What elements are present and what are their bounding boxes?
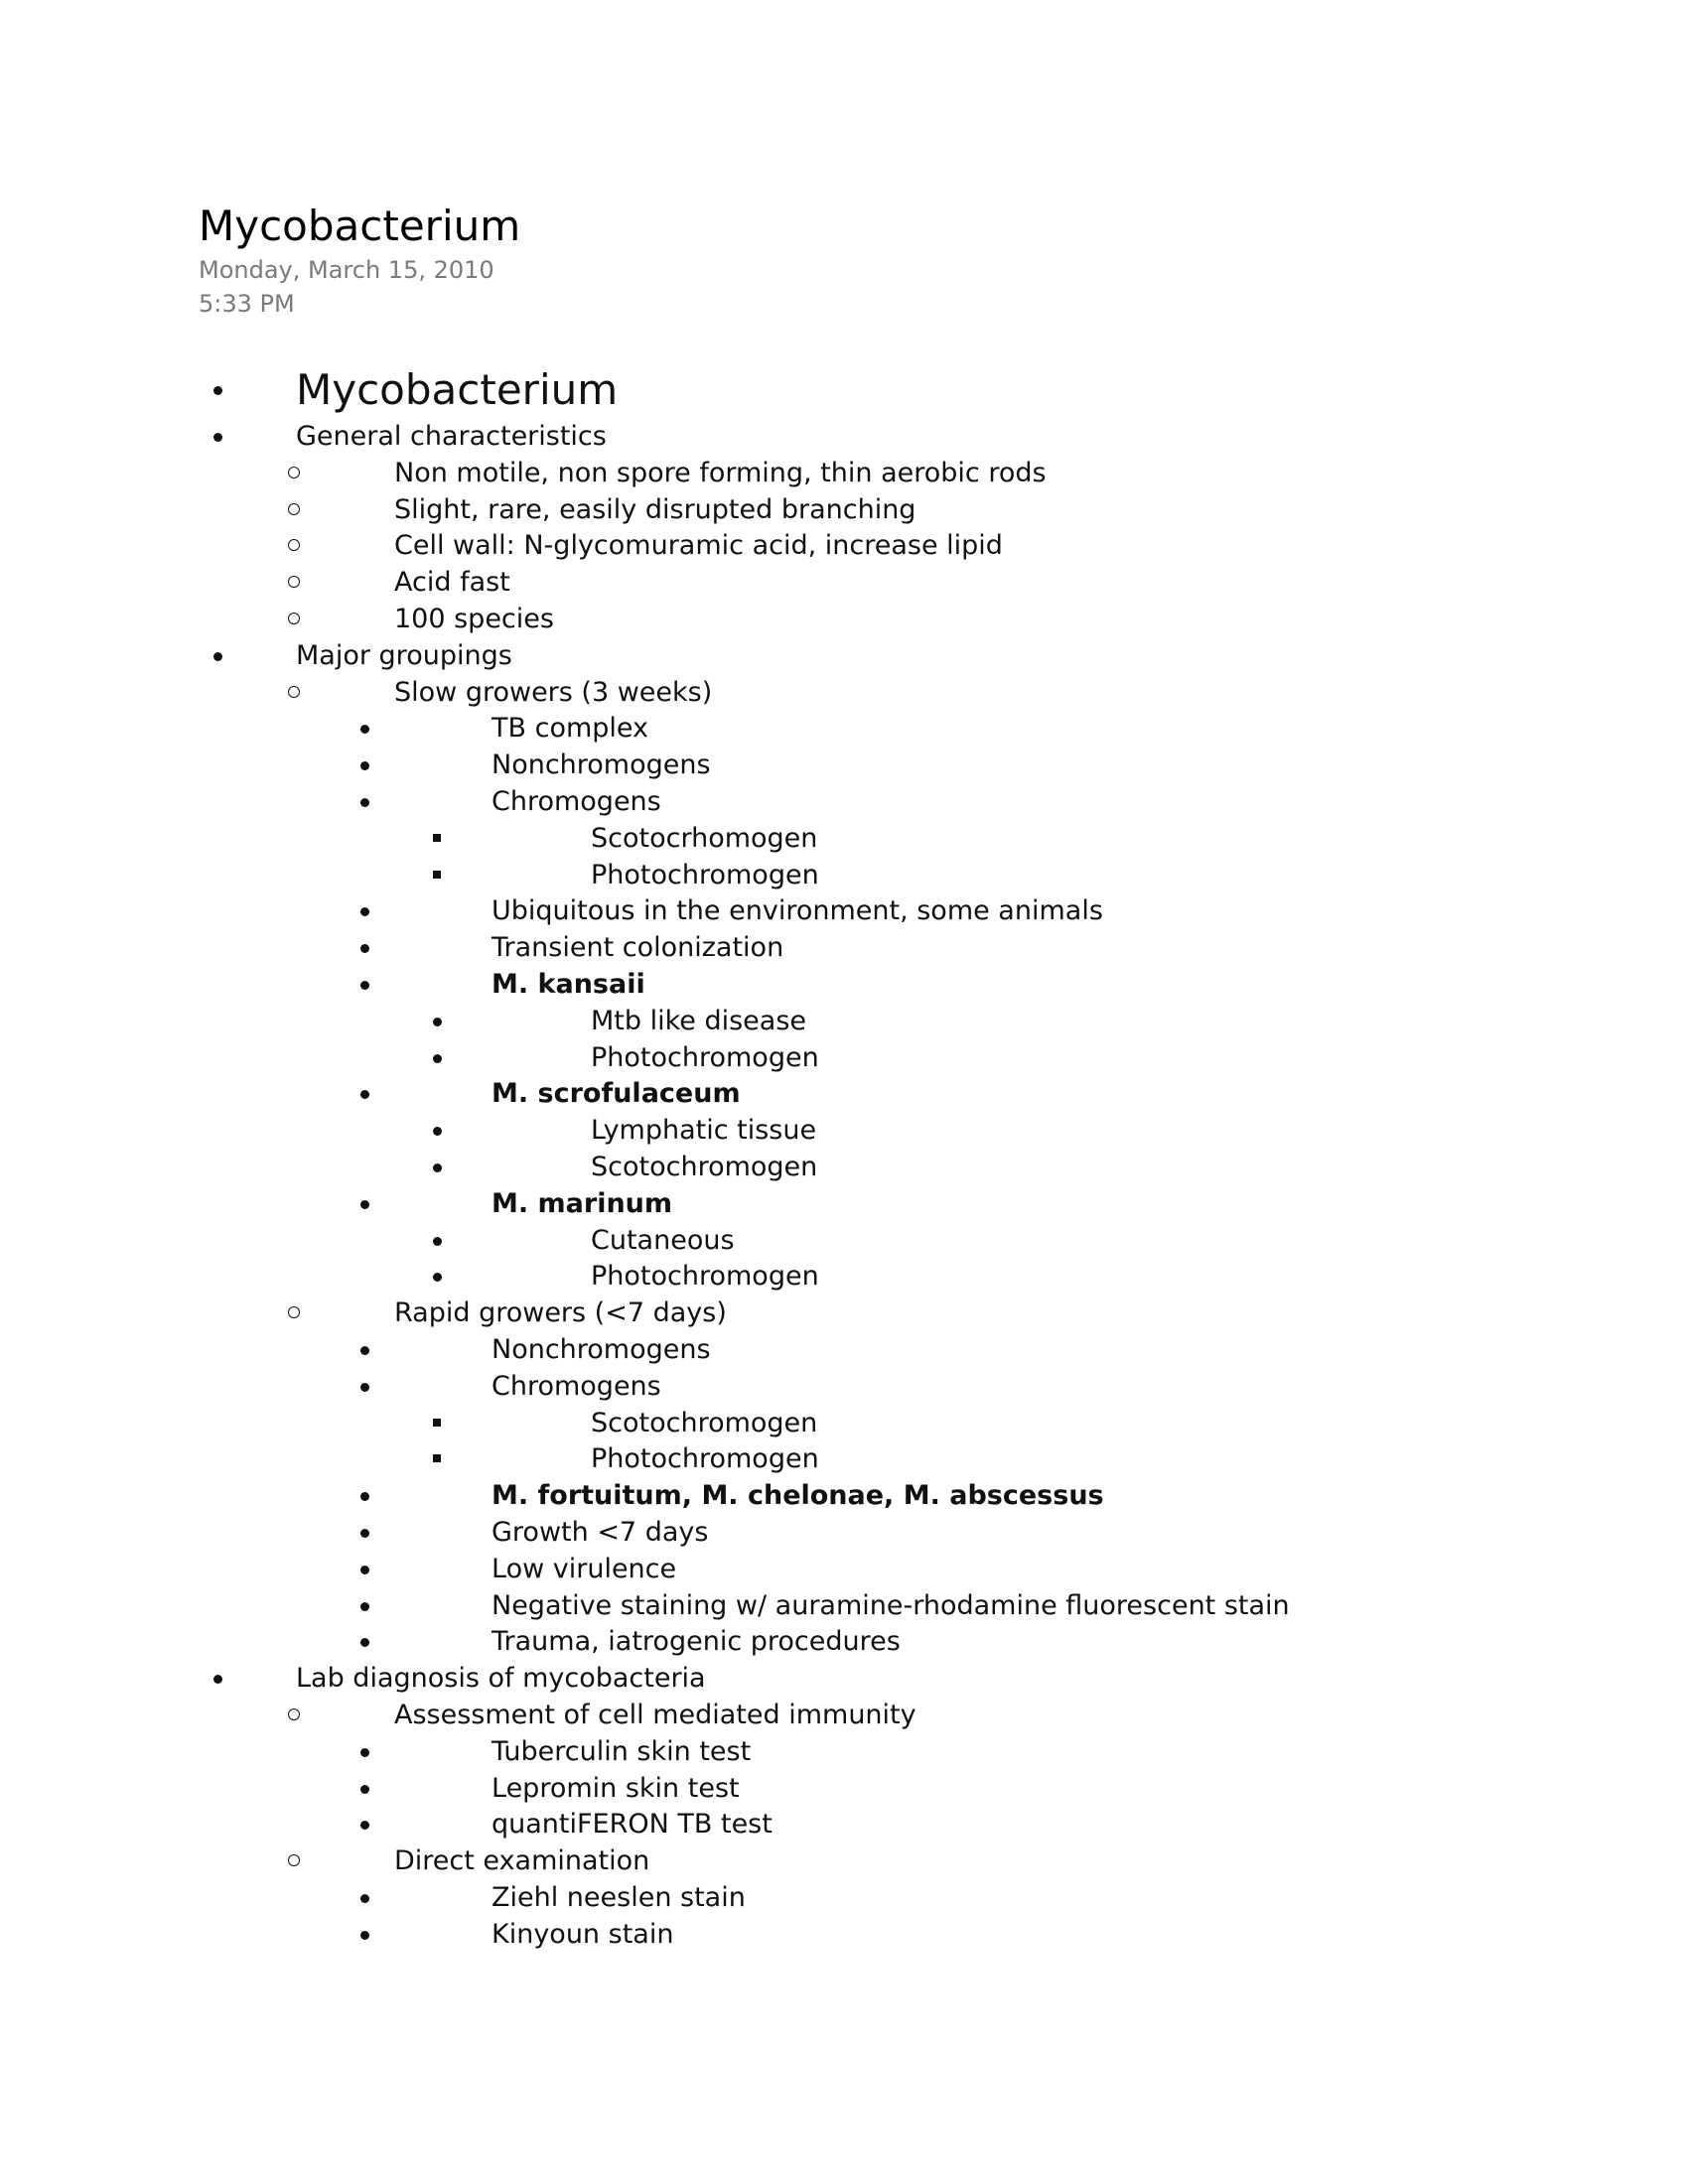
outline-item-text: Photochromogen (591, 1443, 819, 1475)
outline-item-text: Cutaneous (591, 1224, 735, 1256)
outline-item-text: Mtb like disease (591, 1005, 807, 1036)
outline-item-text: Photochromogen (591, 859, 819, 890)
outline-item-text: M. kansaii (492, 969, 645, 1000)
outline-item-text: Scotochromogen (591, 1152, 818, 1182)
outline-item-text: Kinyoun stain (492, 1918, 674, 1950)
note-title: Mycobacterium (199, 202, 521, 250)
outline-item-text: Growth <7 days (492, 1517, 709, 1548)
outline-item-text: Nonchromogens (492, 750, 711, 781)
outline-item-text: Photochromogen (591, 1261, 819, 1293)
note-time: 5:33 PM (199, 290, 295, 318)
outline-item-text: Ziehl neeslen stain (492, 1882, 746, 1913)
outline-item-text: M. fortuitum, M. chelonae, M. abscessus (492, 1480, 1104, 1512)
outline-item-text: Negative staining w/ auramine-rhodamine fluorescent stain (492, 1589, 1290, 1621)
outline-item-text: Acid fast (394, 567, 510, 599)
outline-item-text: Chromogens (492, 786, 661, 817)
outline-item-text: Nonchromogens (492, 1334, 711, 1365)
outline-item-text: Low virulence (492, 1553, 677, 1584)
note-date: Monday, March 15, 2010 (199, 256, 494, 284)
outline-item-text: Slight, rare, easily disrupted branching (394, 493, 916, 525)
outline-item-text: Transient colonization (492, 932, 784, 964)
outline-item-text: Direct examination (394, 1845, 650, 1877)
outline-item-text: M. scrofulaceum (492, 1078, 741, 1110)
outline-item-text: Photochromogen (591, 1041, 819, 1073)
outline-item-text: Lab diagnosis of mycobacteria (296, 1663, 706, 1695)
outline-item-text: Scotochromogen (591, 1407, 818, 1438)
outline-item-text: Scotocrhomogen (591, 822, 818, 854)
outline-item-text: Slow growers (3 weeks) (394, 676, 713, 708)
outline-item-text: quantiFERON TB test (492, 1809, 773, 1841)
outline-item-text: Tuberculin skin test (492, 1735, 752, 1767)
outline-item-text: General characteristics (296, 421, 607, 452)
outline-item-text: Trauma, iatrogenic procedures (492, 1626, 901, 1658)
outline-item-text: Assessment of cell mediated immunity (394, 1700, 916, 1730)
outline-item-text: Lepromin skin test (492, 1772, 740, 1804)
outline-item-text: 100 species (394, 604, 554, 634)
outline-item-text: Cell wall: N-glycomuramic acid, increase lipid (394, 530, 1003, 562)
outline-item-text: TB complex (492, 713, 649, 745)
outline-item-text: Ubiquitous in the environment, some animals (492, 895, 1103, 927)
outline-item-text: Lymphatic tissue (591, 1115, 817, 1147)
outline-item-text: M. marinum (492, 1187, 673, 1219)
outline-item-text: Rapid growers (<7 days) (394, 1297, 727, 1329)
outline-item-text: Major groupings (296, 639, 512, 671)
outline-item-text: Chromogens (492, 1370, 661, 1402)
outline-item-text: Mycobacterium (296, 365, 619, 414)
outline-item-text: Non motile, non spore forming, thin aerobic rods (394, 457, 1047, 488)
